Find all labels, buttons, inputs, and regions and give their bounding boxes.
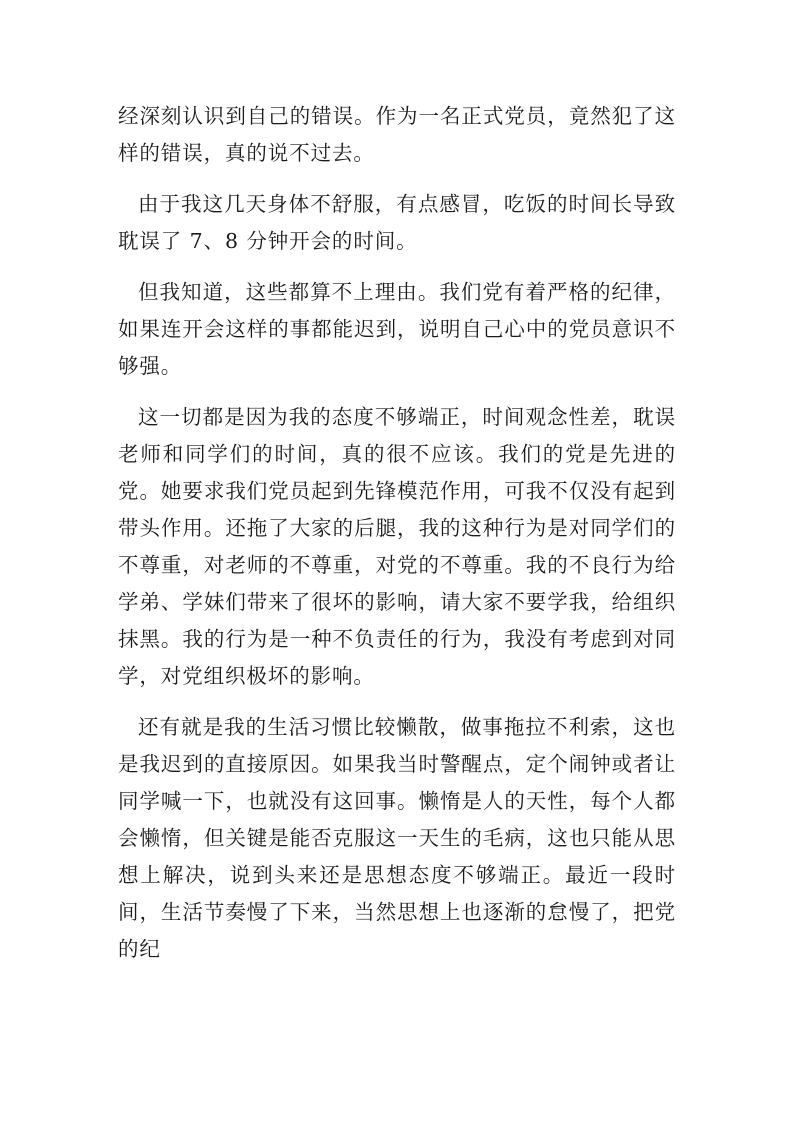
paragraph-4: 这一切都是因为我的态度不够端正，时间观念性差，耽误老师和同学们的时间，真的很不应该。我们的党是先进的党。她要求我们党员起到先锋模范作用，可我不仅没有起到带头作用。还拖了大家的后腿，我的这种行为是对同学们的不尊重，对老师的不尊重，对党的不尊重。我的不良行为给学弟、学妹们带来了很坏的影响，请大家不要学我，给组织抹黑。我的行为是一种不负责任的行为，我没有考虑到对同学，对党组织极坏的影响。 bbox=[118, 405, 676, 688]
document-body bbox=[118, 98, 676, 982]
paragraph-2: 由于我这几天身体不舒服，有点感冒，吃饭的时间长导致耽误了 7、8 分钟开会的时间。 bbox=[118, 192, 676, 253]
paragraph-5: 还有就是我的生活习惯比较懒散，做事拖拉不利索，这也是我迟到的直接原因。如果我当时警醒点，定个闹钟或者让同学喊一下，也就没有这回事。懒惰是人的天性，每个人都会懒惰，但关键是能否克服这一天生的毛病，这也只能从思想上解决，说到头来还是思想态度不够端正。最近一段时间，生活节奏慢了下来，当然思想上也逐渐的怠慢了，把党的纪 bbox=[118, 715, 676, 961]
paragraph-3: 但我知道，这些都算不上理由。我们党有着严格的纪律，如果连开会这样的事都能迟到，说明自己心中的党员意识不够强。 bbox=[118, 280, 676, 378]
paragraph-1: 经深刻认识到自己的错误。作为一名正式党员，竟然犯了这样的错误，真的说不过去。 bbox=[118, 104, 676, 165]
